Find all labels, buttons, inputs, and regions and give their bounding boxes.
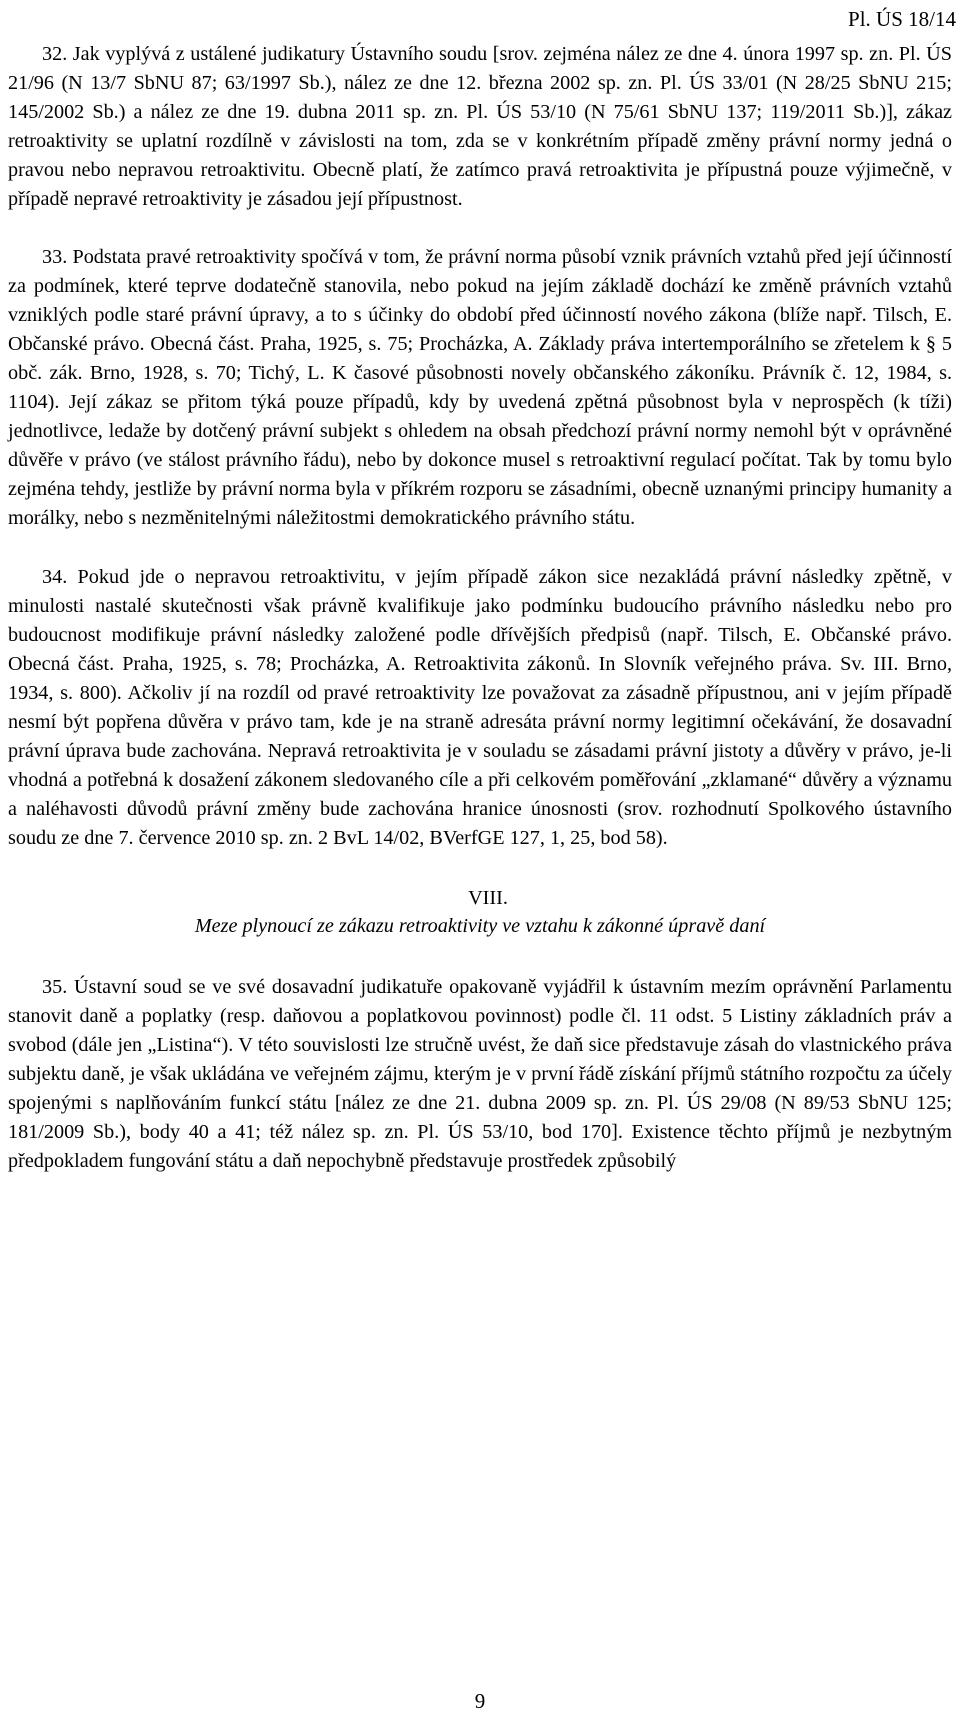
body-text [8,40,952,1176]
paragraph-34: 34. Pokud jde o nepravou retroaktivitu, v jejím případě zákon sice nezakládá právní následky zpětně, v minulosti nastalé skutečnosti však právně kvalifikuje jako podmínku budoucího právního následku nebo pro budoucnost modifikuje právní následky založené podle dřívějších předpisů (např. Tilsch, E. Občanské právo. Obecná část. Praha, 1925, s. 78; Procházka, A. Retroaktivita zákonů. In Slovník veřejného práva. Sv. III. Brno, 1934, s. 800). Ačkoliv jí na rozdíl od pravé retroaktivity lze považovat za zásadně přípustnou, ani v jejím případě nesmí být popřena důvěra v právo tam, kde je na straně adresáta právní normy legitimní očekávání, že dosavadní právní úprava bude zachována. Nepravá retroaktivita je v souladu se zásadami právní jistoty a důvěry v právo, je-li vhodná a potřebná k dosažení zákonem sledovaného cíle a při celkovém poměřování „zklamané“ důvěry a významu a naléhavosti důvodů právní změny bude zachována hranice únosnosti (srov. rozhodnutí Spolkového ústavního soudu ze dne 7. července 2010 sp. zn. 2 BvL 14/02, BVerfGE 127, 1, 25, bod 58). [8,566,952,849]
page-number: 9 [474,1689,486,1713]
running-header: Pl. ÚS 18/14 [848,7,956,31]
paragraph-35: 35. Ústavní soud se ve své dosavadní judikatuře opakovaně vyjádřil k ústavním mezím oprávnění Parlamentu stanovit daně a poplatky (resp. daňovou a poplatkovou povinnost) podle čl. 11 odst. 5 Listiny základních práv a svobod (dále jen „Listina“). V této souvislosti lze stručně uvést, že daň sice představuje zásah do vlastnického práva subjektu daně, je však ukládána ve veřejném zájmu, kterým je v první řádě získání příjmů státního rozpočtu za účely spojenými s naplňováním funkcí státu [nález ze dne 21. dubna 2009 sp. zn. Pl. ÚS 29/08 (N 89/53 SbNU 125; 181/2009 Sb.), body 40 a 41; též nález sp. zn. Pl. ÚS 53/10, bod 170]. Existence těchto příjmů je nezbytným předpokladem fungování státu a daň nepochybně představuje prostředek způsobilý [8,976,952,1172]
section-number: VIII. [468,887,508,909]
section-heading [8,884,952,940]
paragraph-33: 33. Podstata pravé retroaktivity spočívá v tom, že právní norma působí vznik právních vztahů před její účinností za podmínek, které teprve dodatečně stanovila, nebo pokud na jejím základě dochází ke změně právních vztahů vzniklých podle staré právní úpravy, a to s účinky do období před účinností nového zákona (blíže např. Tilsch, E. Občanské právo. Obecná část. Praha, 1925, s. 75; Procházka, A. Základy práva intertemporálního se zřetelem k § 5 obč. zák. Brno, 1928, s. 70; Tichý, L. K časové působnosti novely občanského zákoníku. Právník č. 12, 1984, s. 1104). Její zákaz se přitom týká pouze případů, kdy by uvedená zpětná působnost byla v neprospěch (k tíži) jednotlivce, ledaže by dotčený právní subjekt s ohledem na obsah předchozí právní normy nemohl být v oprávněné důvěře v právo (ve stálost právního řádu), nebo by dokonce musel s retroaktivní regulací počítat. Tak by tomu bylo zejména tehdy, jestliže by právní norma byla v příkrém rozporu se zásadními, obecně uznanými principy humanity a morálky, nebo s nezměnitelnými náležitostmi demokratického právního státu. [8,246,952,529]
paragraph-32: 32. Jak vyplývá z ustálené judikatury Ústavního soudu [srov. zejména nález ze dne 4. února 1997 sp. zn. Pl. ÚS 21/96 (N 13/7 SbNU 87; 63/1997 Sb.), nález ze dne 12. března 2002 sp. zn. Pl. ÚS 33/01 (N 28/25 SbNU 215; 145/2002 Sb.) a nález ze dne 19. dubna 2011 sp. zn. Pl. ÚS 53/10 (N 75/61 SbNU 137; 119/2011 Sb.)], zákaz retroaktivity se uplatní rozdílně v závislosti na tom, zda se v konkrétním případě změny právní normy jedná o pravou nebo nepravou retroaktivitu. Obecně platí, že zatímco pravá retroaktivita je přípustná pouze výjimečně, v případě nepravé retroaktivity je zásadou její přípustnost. [8,43,952,210]
section-title: Meze plynoucí ze zákazu retroaktivity ve vztahu k zákonné úpravě daní [194,915,766,937]
